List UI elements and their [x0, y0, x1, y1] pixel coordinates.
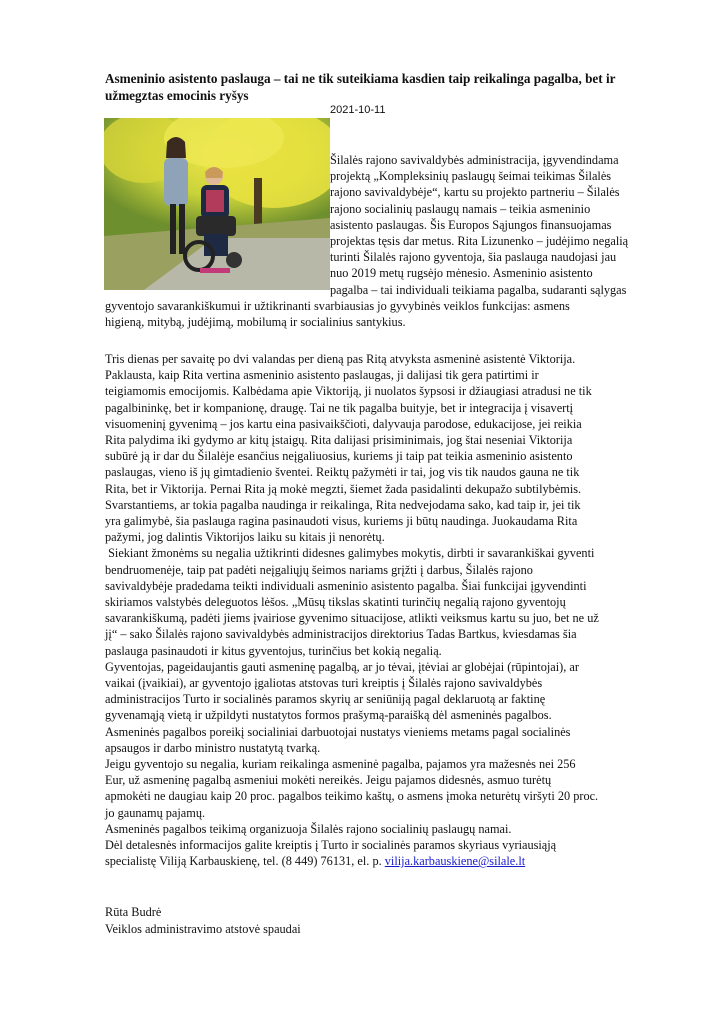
- text-line: gyventojo savarankiškumui ir užtikrinanti svarbiausias jo gyvybinės veiklos funkcijas: asmens: [105, 299, 570, 313]
- text-line: Rita palydima iki gydymo ar kitų įstaigų. Rita dalijasi prisiminimais, jog štai neseniai Viktorija: [105, 433, 573, 448]
- article-body: [105, 351, 695, 870]
- text-line: jį“ – sako Šilalės rajono savivaldybės administracijos direktorius Tadas Bartkus, kviesdamas šia: [105, 627, 577, 642]
- lead-continuation: [105, 298, 695, 330]
- text-line: savivaldybėje pradedama teikti individuali asmeninio asistento pagalba. Šiai funkcijai įgyvendinti: [105, 578, 587, 593]
- text-line: subūrė ją ir dar du Šilalėje esančius neįgaliuosius, kuriems ji taip pat teikia asmeninio asistento: [105, 449, 573, 464]
- text-line: rajono socialinių paslaugų namais – teikia asmeninio: [330, 201, 591, 216]
- title-line: užmegztas emocinis ryšys: [105, 88, 249, 103]
- text-line: Rita, bet ir Viktorija. Pernai Rita ją mokė megzti, šiemet žada pasidalinti dekupažo subtilybėmis.: [105, 481, 582, 496]
- text-line: higieną, mitybą, judėjimą, mobilumą ir socialinius santykius.: [105, 315, 406, 330]
- text-line: pagalba – tai individuali teikiama pagalba, sudaranti sąlygas: [330, 282, 627, 297]
- text-line: projektą „Kompleksinių paslaugų šeimai teikimas Šilalės: [330, 169, 612, 184]
- text-line: Tris dienas per savaitę po dvi valandas per dieną pas Ritą atvyksta asmeninė asistentė Viktorija.: [105, 352, 576, 366]
- text-line: turinti Šilalės rajono gyventoja, šia paslauga naudojasi jau: [330, 250, 617, 265]
- text-line: rajono savivaldybėje“, kartu su projekto partneriu – Šilalės: [330, 185, 620, 200]
- text-line: Paklausta, kaip Rita vertina asmeninio asistento paslaugas, ji dalijasi tik gera patirtimi ir: [105, 368, 539, 383]
- text-line: projektas tęsis dar metus. Rita Lizunenko – judėjimo negalią: [330, 234, 629, 249]
- text-line: gyvenamąją vietą ir užpildyti nustatytos formos prašymą-paraišką dėl asmeninės pagalbos.: [105, 708, 552, 723]
- text-line: visuomeninį gyvenimą – jos kartu eina pasivaikščioti, dalyvauja parodose, edukacijose, jei reikia: [105, 416, 582, 431]
- text-line: yra galimybė, šia paslauga ragina pasinaudoti visus, kuriems ji būtų naudinga. Juokaudama Rita: [105, 514, 578, 529]
- text-line: asistento paslaugas. Šis Europos Sąjungos finansuojamas: [330, 217, 612, 232]
- text-line: Asmeninės pagalbos poreikį socialiniai darbuotojai nustatys vieniems metams pagal socialinės: [105, 724, 571, 739]
- text-line: apmokėti ne daugiau kaip 20 proc. pagalbos teikimo kaštų, o asmens įmoka neturėtų viršyti 20 proc.: [105, 789, 599, 804]
- title-line: Asmeninio asistento paslauga – tai ne tik suteikiama kasdien taip reikalinga pagalba, bet ir: [105, 71, 616, 86]
- lead-paragraph: [330, 152, 696, 298]
- text-line: pažymi, jog dalintis Viktorijos laiku su kitais ji nenorėtų.: [105, 530, 385, 545]
- text-line: Svarstantiems, ar tokia pagalba naudinga ir reikalinga, Rita nedvejodama sako, kad taip ir, jei tik: [105, 497, 581, 512]
- text-line: skiriamos valstybės deleguotos lėšos. „Mūsų tikslas skatinti turinčių negalią rajono gyventojų: [105, 595, 566, 610]
- article-photo: [104, 118, 330, 290]
- text-line: paslaugas, vieno iš jų gimtadienio šventei. Reiktų pažymėti ir tai, jog vis tik naudos gauna ne tik: [105, 465, 580, 480]
- text-line: savarankiškumą, padėti jiems įvairiose gyvenimo situacijose, atlikti veiksmus kartu su juo, bet ne už: [105, 611, 599, 626]
- text-line: vaikai (įvaikiai), ar gyventojo įgaliotas atstovas turi kreiptis į Šilalės rajono savivaldybės: [105, 676, 543, 691]
- email-link[interactable]: vilija.karbauskiene@silale.lt: [384, 854, 526, 869]
- author-name: Rūta Budrė: [105, 905, 162, 919]
- text-line: Šilalės rajono savivaldybės administracija, įgyvendindama: [330, 153, 619, 167]
- text-line: bendruomenėje, taip pat padėti neįgaliųjų šeimos nariams grįžti į darbus, Šilalės rajono: [105, 562, 533, 577]
- text-line: Siekiant žmonėms su negalia užtikrinti didesnes galimybes mokytis, dirbti ir savarankiškai gyventi: [105, 546, 595, 561]
- contact-prefix: specialistę Viliją Karbauskienę, tel. (8 449) 76131, el. p.: [105, 854, 385, 869]
- photo-woman-standing-and-woman-in-wheelchair-under-yellow-tree-icon: [104, 118, 330, 290]
- text-line: Dėl detalesnės informacijos galite kreiptis į Turto ir socialinės paramos skyriaus vyriausiąją: [105, 838, 557, 853]
- text-line: Eur, už asmeninę pagalbą asmeniui mokėti nereikės. Jeigu pajamos didesnės, asmuo turėtų: [105, 773, 552, 788]
- author-role: Veiklos administravimo atstovė spaudai: [105, 922, 301, 936]
- text-line: Asmeninės pagalbos teikimą organizuoja Šilalės rajono socialinių paslaugų namai.: [105, 821, 512, 836]
- text-line: pagalbininkę, bet ir kompanionę, draugę. Tai ne tik pagalba buityje, bet ir integracija į visavertį: [105, 400, 574, 415]
- text-line: jo gaunamų pajamų.: [105, 805, 206, 820]
- text-line: Jeigu gyventojo su negalia, kuriam reikalinga asmeninė pagalba, pajamos yra mažesnės nei 256: [105, 757, 576, 772]
- text-line: paslauga pasinaudoti ir kitus gyventojus, turinčius bet kokią negalią.: [105, 643, 442, 658]
- text-line: Gyventojas, pageidaujantis gauti asmeninę pagalbą, ar jo tėvai, įtėviai ar globėjai (rūpintojai), ar: [105, 659, 579, 674]
- article-date: 2021-10-11: [330, 104, 386, 116]
- text-line: apsaugos ir darbo ministro nustatytą tvarką.: [105, 740, 321, 755]
- text-line: nuo 2019 metų rugsėjo mėnesio. Asmeninio asistento: [330, 266, 593, 281]
- text-line: teigiamomis emocijomis. Kalbėdama apie Viktoriją, ji nuolatos šypsosi ir džiaugiasi atradusi ne tik: [105, 384, 592, 399]
- contact-line: [105, 853, 695, 869]
- article-title: [105, 70, 695, 104]
- text-line: administracijos Turto ir socialinės paramos skyrių ar seniūniją pagal deklaruotą ar faktinę: [105, 692, 546, 707]
